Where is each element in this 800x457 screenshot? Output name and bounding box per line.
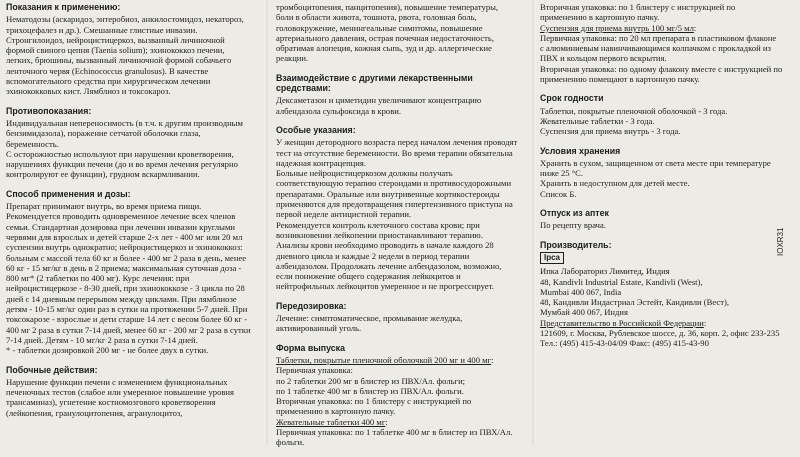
text-line: нейтрофильных лейкоцитов умеренное и не прогрессирует. — [276, 281, 494, 292]
text-line: трансаминаз), угнетение костномозгового кроветворения — [6, 397, 216, 408]
section — [540, 146, 790, 199]
text-line: семьи. Стандартная дозировка при лечении инвазии круглыми — [6, 221, 235, 232]
text-line: если понижение общего содержания лейкоцитов и — [276, 271, 461, 282]
text-line: Суспензия для приема внутрь - 3 года. — [540, 126, 681, 137]
text-line: Жевательные таблетки - 3 года. — [540, 115, 655, 126]
text-line: албендазола сульфоксида в крови. — [276, 105, 401, 116]
column-2 — [276, 2, 526, 457]
section-heading: Показания к применению: — [6, 2, 121, 12]
text-line: больным с массой тела 60 кг и более - 400 мг 2 раза в день, менее — [6, 252, 247, 263]
text-line: применению помещают в картонную пачку. — [540, 74, 700, 85]
text-line: реакции. — [276, 53, 309, 64]
text-line: * - таблетки дозировкой 200 мг - не более двух в сутки. — [6, 345, 209, 356]
section-heading: Форма выпуска — [276, 342, 345, 353]
section-heading: Производитель: — [540, 239, 612, 250]
text-line: детям - 10-15 мг/кг один раз в сутки на протяжении 5-7 дней. При — [6, 304, 248, 315]
text-line: Нематодозы (аскаридоз, энтеробиоз, анкилостомидоз, некатороз, — [6, 14, 244, 25]
text-line: дней с 14 дневным перерывом между циклами. При лямблиозе — [6, 293, 237, 304]
text-line: первой неделе антицистной терапии. — [276, 209, 412, 220]
text-line: надежная контрацепция. — [276, 157, 366, 168]
text-line: тест на отсутствие беременности. Во время терапии обязательна — [276, 147, 513, 158]
text-line: Лечение: симптоматическое, промывание желудка, — [276, 313, 463, 324]
section — [540, 240, 790, 349]
text-line: ленточного червя (Echinococcus granulosus). В качестве — [6, 65, 209, 76]
section-heading: Особые указания: — [276, 124, 356, 135]
text-line: албендазолом. Продолжать лечение албендазолом, возможно, — [276, 260, 502, 271]
text-line: Жевательные таблетки 400 мг: — [276, 416, 388, 427]
text-line: 60 кг - 15 мг/кг в день в 2 приема; максимальная суточная доза - — [6, 262, 242, 273]
text-line: по 2 таблетки 200 мг в блистер из ПВХ/Ал. фольги; — [276, 375, 466, 386]
section — [276, 125, 526, 292]
text-line: Дексаметазон и циметидин увеличивают концентрацию — [276, 95, 482, 106]
section — [276, 73, 526, 116]
section-heading: Отпуск из аптек — [540, 208, 609, 219]
text-line: боли в области живота, тошнота, рвота, головная боль, — [276, 12, 477, 23]
text-line: Представительство в Российской Федерации: — [540, 317, 707, 328]
text-line: Больные нейроцистицеркозом должны получать — [276, 168, 453, 179]
text-line: Хранить в сухом, защищенном от света месте при температуре — [540, 157, 771, 168]
text-line: 7-14 дней. Детям - 10 мг/кг 2 раза в сутки 7-14 дней. — [6, 334, 198, 345]
text-line: Вторичная упаковка: по одному флакону вместе с инструкцией по — [540, 63, 783, 74]
text-line: Список Б. — [540, 188, 577, 199]
text-line: Mumbai 400 067, India — [540, 286, 622, 297]
section — [276, 2, 526, 64]
text-line: фольги. — [276, 437, 305, 448]
text-line: Вторичная упаковка: по 1 блистеру с инструкцией по — [276, 396, 472, 407]
text-line: применению в картонную пачку. — [540, 12, 660, 23]
text-line: препаратами. Оральные или внутривенные кортикостероиды — [276, 188, 500, 199]
text-line: суспензии внутрь однократно; нейроцистицеркоз и эхинококкоз: — [6, 242, 243, 253]
text-line: эхинококковых кист. Лямблиоз и токсокароз. — [6, 86, 171, 97]
text-line: трихоцефалез и др.). Смешанные глистные инвазии. — [6, 24, 198, 35]
text-line: Анализы крови необходимо проводить в начале каждого 28 — [276, 240, 494, 251]
text-line: Мумбай 400 067, Индия — [540, 307, 628, 318]
text-line: Первичная упаковка: — [276, 365, 353, 376]
section — [6, 2, 256, 97]
text-line: соответствующую терапию стероидами и противосудорожными — [276, 178, 512, 189]
text-line: легких, брюшины, вызванный личиночной формой собачьего — [6, 55, 232, 66]
text-line: формой свиного цепня (Taenia solium); эхинококкоз печени, — [6, 45, 225, 56]
section-heading: Срок годности — [540, 93, 604, 104]
text-line: активированный уголь. — [276, 323, 362, 334]
text-line: Индивидуальная непереносимость (в т.ч. к другим производным — [6, 117, 243, 128]
text-line: червями для взрослых и детей старше 2-х лет - 400 мг или 20 мл — [6, 231, 243, 242]
text-line: тромбоцитопения, панцитопения), повышение температуры, — [276, 2, 499, 12]
column-1 — [6, 2, 256, 427]
column-3 — [540, 2, 790, 358]
manufacturer-logo: Ipca — [540, 252, 564, 264]
text-line: по 1 таблетке 400 мг в блистер из ПВХ/Ал. фольги. — [276, 385, 464, 396]
text-line: вспомогательного средства при хирургическом лечении — [6, 76, 211, 87]
text-line: Нарушение функции печени с изменением функциональных — [6, 376, 228, 387]
text-line: 800 мг* (2 таблетки по 400 мг). Курс лечения: при — [6, 273, 190, 284]
text-line: ПВХ и кольцом первого вскрытия. — [540, 53, 667, 64]
text-line: Препарат принимают внутрь, во время приема пищи. — [6, 201, 202, 212]
text-line: токсокарозе - взрослые и дети старше 14 лет с весом более 60 кг - — [6, 314, 248, 325]
text-line: дневного цикла и каждые 2 недели в период терапии — [276, 250, 470, 261]
text-line: обратимая алопеция, кожная сыпь, зуд и др. аллергические — [276, 43, 492, 54]
text-line: Первичная упаковка: по 1 таблетке 400 мг в блистер из ПВХ/Ал. — [276, 426, 513, 437]
text-line: Рекомендуется контроль клеточного состава крови; при — [276, 219, 480, 230]
text-line: применяются для предотвращения гипертензивного приступа на — [276, 199, 513, 210]
section — [540, 2, 790, 84]
section — [540, 93, 790, 136]
text-line: нарушениях функции печени (до и во время лечения регулярно — [6, 159, 238, 170]
text-line: У женщин детородного возраста перед началом лечения проводят — [276, 137, 518, 148]
text-line: Первичная упаковка: по 20 мл препарата в пластиковом флаконе — [540, 32, 777, 43]
section — [6, 106, 256, 180]
section-heading: Способ применения и дозы: — [6, 188, 131, 199]
text-line: Суспензия для приема внутрь 100 мг/5 мл: — [540, 22, 697, 33]
text-line: с алюминиевым навинчивающимся колпачком с прокладкой из — [540, 43, 771, 54]
text-line: Тел.: (495) 415-43-04/09 Факс: (495) 415-43-90 — [540, 338, 709, 349]
text-line: (лейкопения, гранулоцитопения, агранулоцитоз, — [6, 407, 183, 418]
section-heading: Побочные действия: — [6, 364, 98, 375]
text-line: Хранить в недоступном для детей месте. — [540, 178, 690, 189]
text-line: Ипка Лабораториз Лимитед, Индия — [540, 266, 670, 277]
section-heading: Противопоказания: — [6, 105, 92, 116]
text-line: нейроцистицеркозе - 8-30 дней, при эхинококкозе - 3 цикла по 28 — [6, 283, 245, 294]
text-line: применению в картонную пачку. — [276, 406, 396, 417]
text-line: 400 мг 2 раза в сутки 7-14 дней, менее 60 кг - 200 мг 2 раза в сутки — [6, 324, 251, 335]
text-line: головокружение, менингеальные симптомы, повышение — [276, 22, 483, 33]
text-line: Таблетки, покрытые пленочной оболочкой - 3 года. — [540, 105, 728, 116]
text-line: 48, Kandivli Industrial Estate, Kandivli (West), — [540, 276, 703, 287]
text-line: Таблетки, покрытые пленочной оболочкой 200 мг и 400 мг: — [276, 354, 494, 365]
text-line: контролируют ее функции), грудном вскармливании. — [6, 169, 200, 180]
text-line: 48, Кандивли Индастриал Эстейт, Кандивли (Вест), — [540, 297, 730, 308]
text-line: печеночных тестов (слабое или умеренное повышение уровня — [6, 387, 234, 398]
section — [6, 189, 256, 356]
text-line: Стронгилоидоз, нейроцистицеркоз, вызванный личиночной — [6, 34, 225, 45]
text-line: Рекомендуется проводить одновременное лечение всех членов — [6, 211, 236, 222]
section-heading: Условия хранения — [540, 145, 621, 156]
text-line: 121609, г. Москва, Рублевское шоссе, д. 36, корп. 2, офис 233-235 — [540, 328, 780, 339]
section-heading: Передозировка: — [276, 300, 347, 311]
fold-line — [532, 0, 534, 446]
side-code: IOXR31 — [776, 227, 785, 256]
text-line: беременность. — [6, 138, 59, 149]
section — [540, 208, 790, 231]
section — [276, 343, 526, 448]
text-line: По рецепту врача. — [540, 220, 606, 231]
section — [276, 301, 526, 334]
text-line: Вторичная упаковка: по 1 блистеру с инструкцией по — [540, 2, 736, 12]
text-line: возникновении лейкопении приостанавливают терапию. — [276, 229, 483, 240]
text-line: артериального давления, острая почечная недостаточность, — [276, 32, 494, 43]
text-line: ниже 25 °C. — [540, 168, 584, 179]
fold-line — [266, 0, 268, 446]
section — [6, 365, 256, 418]
section-heading: Взаимодействие с другими лекарственными средствами: — [276, 72, 473, 94]
text-line: бензимидазола), поражение сетчатой оболочки глаза, — [6, 128, 201, 139]
text-line: С осторожностью используют при нарушении кроветворения, — [6, 148, 234, 159]
